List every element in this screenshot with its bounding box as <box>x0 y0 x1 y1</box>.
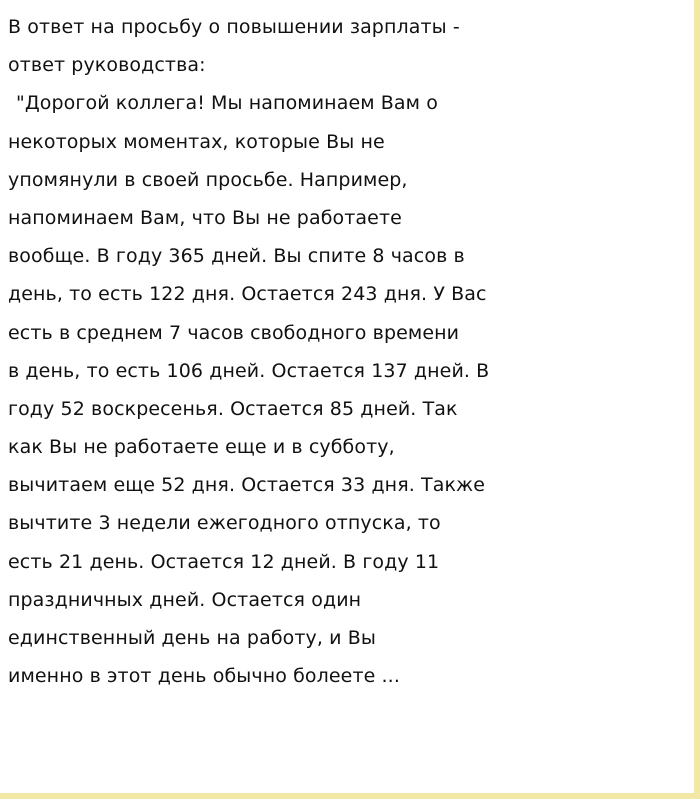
text-line: ответ руководства: <box>8 54 206 77</box>
text-line: вообще. В году 365 дней. Вы спите 8 часов в <box>8 245 465 268</box>
text-line: упомянули в своей просьбе. Например, <box>8 168 408 191</box>
text-line: "Дорогой коллега! Мы напоминаем Вам о <box>16 92 438 115</box>
text-line: день, то есть 122 дня. Остается 243 дня. У Вас <box>8 283 487 306</box>
text-line: именно в этот день обычно болеете ... <box>8 665 400 688</box>
text-line: некоторых моментах, которые Вы не <box>8 130 385 153</box>
text-line: В ответ на просьбу о повышении зарплаты - <box>8 16 460 38</box>
text-line: вычтите 3 недели ежегодного отпуска, то <box>8 512 441 535</box>
text-line: в день, то есть 106 дней. Остается 137 дней. В <box>8 359 490 382</box>
letter-text <box>8 8 684 695</box>
text-line: как Вы не работаете еще и в субботу, <box>8 436 395 459</box>
text-line: есть 21 день. Остается 12 дней. В году 11 <box>8 550 440 573</box>
text-line: единственный день на работу, и Вы <box>8 627 376 649</box>
text-line: вычитаем еще 52 дня. Остается 33 дня. Также <box>8 474 486 497</box>
text-line: праздничных дней. Остается один <box>8 588 362 611</box>
text-line: году 52 воскресенья. Остается 85 дней. Так <box>8 397 458 420</box>
text-line: есть в среднем 7 часов свободного времени <box>8 321 460 344</box>
text-line: напоминаем Вам, что Вы не работаете <box>8 206 402 229</box>
